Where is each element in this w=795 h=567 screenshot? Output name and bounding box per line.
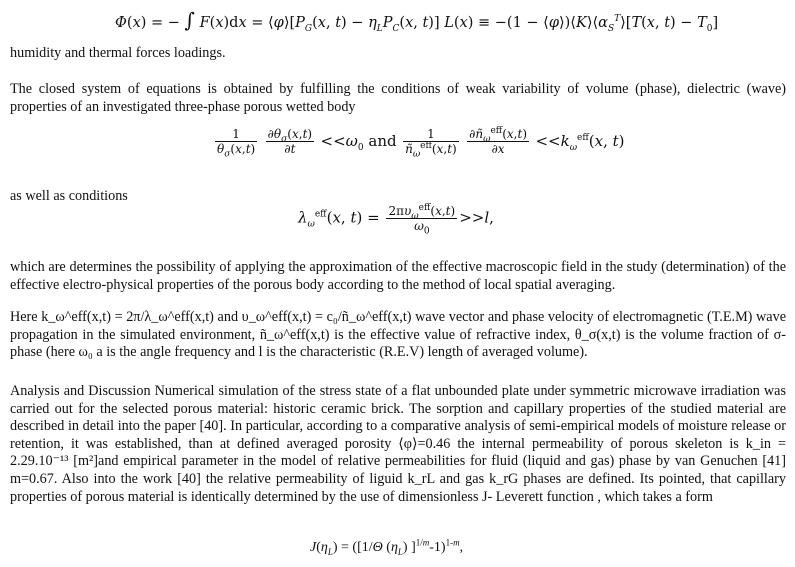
fraction-inverse-n: $\frac{1}{ñ_\omega^{eff}(x,t)}$ <box>405 127 457 160</box>
fraction-dtheta-dt: $\frac{\partial\theta_\sigma(x,t)}{\partial t}$ <box>267 127 313 156</box>
fraction-inverse-theta: $\frac{1}{\theta_\sigma(x,t)}$ <box>217 127 256 160</box>
paragraph-as-well: as well as conditions <box>10 188 128 204</box>
paragraph-here: Here k_ω^eff(x,t) = 2π/λ_ω^eff(x,t) and υ_ω^eff(x,t) = c₀/ñ_ω^eff(x,t) wave vector and phase velocity of electromagnetic (T.E.M) wave propagation in the simulated environment, ñ_ω^eff(x,t) is the effective value of refractive index, θ_σ(x,t) is the volume fraction of σ-phase (here ω₀ a is the angle frequency and l is the characteristic (R.E.V) length of averaged volume). <box>10 309 786 361</box>
fraction-dn-dx: $\frac{\partial ñ_\omega^{eff}(x,t)}{\partial x}$ <box>469 126 527 156</box>
equation-conditions: $\frac{1}{\theta_\sigma(x,t)}$ $\frac{\partial\theta_\sigma(x,t)}{\partial t}$ $<<\omega_0$ and $\frac{1}{ñ_\omega^{eff}(x,t)}$ $\frac{\partial ñ_\omega^{eff}(x,t)}{\partial x}$ $<<k_\omega^{eff}(x$, t) <box>217 126 625 160</box>
paragraph-analysis: Analysis and Discussion Numerical simulation of the stress state of a flat unbounded plate under symmetric microwave irradiation was carried out for the selected porous material: historic ceramic brick. The sorption and capillary properties of the studied material are described in detail into the paper [40]. In particular, according to a comparative analysis of semi-empirical models of moisture release or retention, it was established, than at defined averaged porosity ⟨φ⟩=0.46 the internal permeability of porous skeleton is k_in = 2.29.10⁻¹³ [m²]and empirical parameter in the model of relative permeabilities for fluid (liquid and gas) phase by van Genuchen [41] m=0.67. Also into the work [40] the relative permeability of liguid k_rL and gas k_rG phases are defined. Its pointed, that capillary properties of porous material is identically determined by the use of dimensionless J- Leverett function , which takes a form <box>10 383 786 505</box>
paragraph-closed-system: The closed system of equations is obtained by fulfilling the conditions of weak variability of volume (phase), dielectric (wave) properties of an investigated three-phase porous wetted body <box>10 81 786 115</box>
paragraph-humidity: humidity and thermal forces loadings. <box>10 45 226 61</box>
equation-phi: Φ(x) = − ∫ $F(x)dx = ⟨\varphi⟩[P_G(x$, $t) - \eta_LP_C(x$, t)] $L(x) \equiv -(1 - ⟨\varphi⟩)⟨K⟩⟨\alpha_S^T⟩[T(x$, $t) - T_0$] <box>115 8 719 34</box>
paragraph-determines: which are determines the possibility of applying the approximation of the effective macroscopic field in the study (determination) of the effective electro-physical properties of the porous body according to the method of local spatial averaging. <box>10 259 786 293</box>
equation-lambda: $\lambda_\omega^{eff}(x$, t) = $\frac{2\pi\upsilon_\omega^{eff}(x,t)}{\omega_0}$ >>l, <box>298 203 494 237</box>
equation-j-leverett: $J(\eta_L) = ([1/\Theta$ $(\eta_L)$ ]$^{1/m}$-1)$^{1-m}$, <box>310 537 464 557</box>
fraction-lambda: $\frac{2\pi\upsilon_\omega^{eff}(x,t)}{\omega_0}$ <box>388 203 456 237</box>
